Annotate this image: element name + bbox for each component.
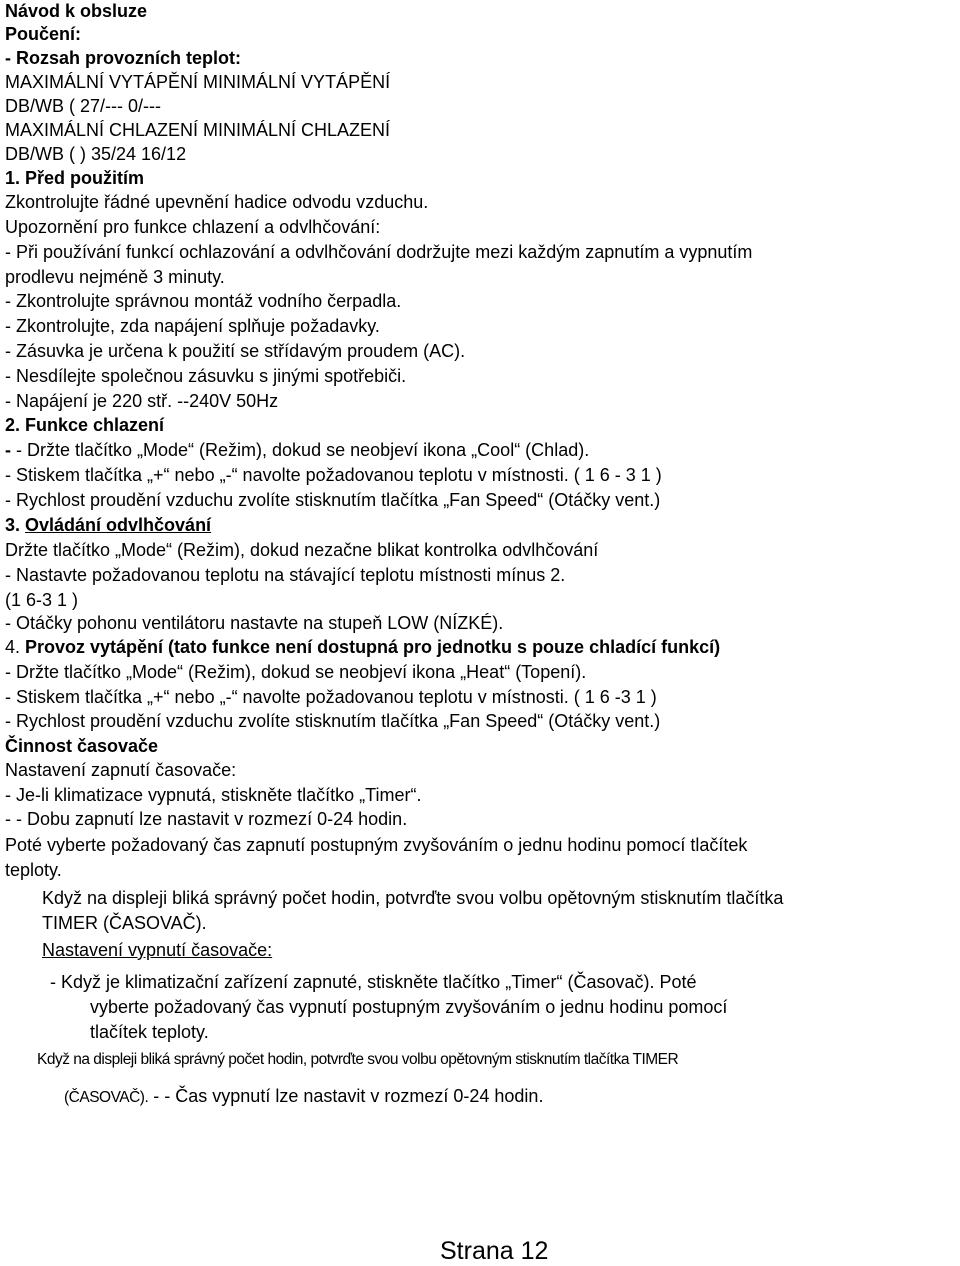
timer-off-line: Když na displeji bliká správný počet hodin, potvrďte svou volbu opětovným stisknutím tlačítka TIMER <box>37 1051 679 1068</box>
timer-off-line <box>64 1085 543 1109</box>
timer-on-line: - - Dobu zapnutí lze nastavit v rozmezí 0-24 hodin. <box>5 809 408 829</box>
timer-on-line: TIMER (ČASOVAČ). <box>42 913 207 933</box>
section1-line: Zkontrolujte řádné upevnění hadice odvodu vzduchu. <box>5 192 429 212</box>
timer-on-line: - Je-li klimatizace vypnutá, stiskněte tlačítko „Timer“. <box>5 785 422 805</box>
section2-dash: - <box>5 440 16 460</box>
section3-heading <box>5 514 211 536</box>
section1-line: - Zásuvka je určena k použití se střídavým proudem (AC). <box>5 341 466 361</box>
section1-heading: 1. Před použitím <box>5 168 145 188</box>
timer-on-heading: Nastavení zapnutí časovače: <box>5 760 237 780</box>
timer-on-line: teploty. <box>5 860 62 880</box>
section1-line: - Zkontrolujte, zda napájení splňuje požadavky. <box>5 316 380 336</box>
section1-line: - Při používání funkcí ochlazování a odvlhčování dodržujte mezi každým zapnutím a vypnutím <box>5 242 753 262</box>
section1-line: - Zkontrolujte správnou montáž vodního čerpadla. <box>5 291 402 311</box>
section3-line: (1 6-3 1 ) <box>5 590 79 610</box>
timer-off-line-start: (ČASOVAČ). <box>64 1089 149 1106</box>
section2-line <box>5 439 589 461</box>
document-title: Návod k obsluze <box>5 1 148 21</box>
timer-off-line-end: - - Čas vypnutí lze nastavit v rozmezí 0-24 hodin. <box>148 1086 544 1106</box>
heating-values: DB/WB ( 27/--- 0/--- <box>5 96 161 116</box>
section2-line: - Rychlost proudění vzduchu zvolíte stisknutím tlačítka „Fan Speed“ (Otáčky vent.) <box>5 490 661 510</box>
section4-line: - Rychlost proudění vzduchu zvolíte stisknutím tlačítka „Fan Speed“ (Otáčky vent.) <box>5 711 661 731</box>
timer-on-line: Poté vyberte požadovaný čas zapnutí postupným zvyšováním o jednu hodinu pomocí tlačítek <box>5 835 748 855</box>
section4-heading-text: Provoz vytápění (tato funkce není dostupná pro jednotku s pouze chladící funkcí) <box>25 637 721 657</box>
section2-line-text: - Držte tlačítko „Mode“ (Režim), dokud se neobjeví ikona „Cool“ (Chlad). <box>16 440 590 460</box>
section4-line: - Stiskem tlačítka „+“ nebo „-“ navolte požadovanou teplotu v místnosti. ( 1 6 -3 1 ) <box>5 687 657 707</box>
timer-off-line: tlačítek teploty. <box>90 1022 209 1042</box>
section1-line: - Napájení je 220 stř. --240V 50Hz <box>5 391 279 411</box>
section3-heading-text: Ovládání odvlhčování <box>25 515 212 535</box>
temp-range-heading: - Rozsah provozních teplot: <box>5 48 241 68</box>
timer-off-heading: Nastavení vypnutí časovače: <box>42 940 273 960</box>
heating-header: MAXIMÁLNÍ VYTÁPĚNÍ MINIMÁLNÍ VYTÁPĚNÍ <box>5 72 391 92</box>
section1-line: - Nesdílejte společnou zásuvku s jinými spotřebiči. <box>5 366 407 386</box>
section2-line: - Stiskem tlačítka „+“ nebo „-“ navolte požadovanou teplotu v místnosti. ( 1 6 - 3 1 ) <box>5 465 662 485</box>
note-heading: Poučení: <box>5 24 82 44</box>
page-number: Strana 12 <box>440 1237 549 1265</box>
section1-line: Upozornění pro funkce chlazení a odvlhčování: <box>5 217 381 237</box>
section3-line: - Nastavte požadovanou teplotu na stávající teplotu místnosti mínus 2. <box>5 565 566 585</box>
section4-number: 4. <box>5 637 26 657</box>
section3-line: - Otáčky pohonu ventilátoru nastavte na stupeň LOW (NÍZKÉ). <box>5 613 504 633</box>
section2-heading: 2. Funkce chlazení <box>5 415 165 435</box>
timer-off-line: vyberte požadovaný čas vypnutí postupným zvyšováním o jednu hodinu pomocí <box>90 997 728 1017</box>
section4-heading <box>5 636 720 658</box>
section1-line: prodlevu nejméně 3 minuty. <box>5 267 225 287</box>
timer-off-line: - Když je klimatizační zařízení zapnuté, stiskněte tlačítko „Timer“ (Časovač). Poté <box>50 972 697 992</box>
timer-heading: Činnost časovače <box>5 736 159 756</box>
section3-number: 3. <box>5 515 26 535</box>
cooling-header: MAXIMÁLNÍ CHLAZENÍ MINIMÁLNÍ CHLAZENÍ <box>5 120 391 140</box>
section4-line: - Držte tlačítko „Mode“ (Režim), dokud se neobjeví ikona „Heat“ (Topení). <box>5 662 587 682</box>
timer-on-line: Když na displeji bliká správný počet hodin, potvrďte svou volbu opětovným stisknutím tlačítka <box>42 888 784 908</box>
section3-line: Držte tlačítko „Mode“ (Režim), dokud nezačne blikat kontrolka odvlhčování <box>5 540 599 560</box>
cooling-values: DB/WB ( ) 35/24 16/12 <box>5 144 187 164</box>
